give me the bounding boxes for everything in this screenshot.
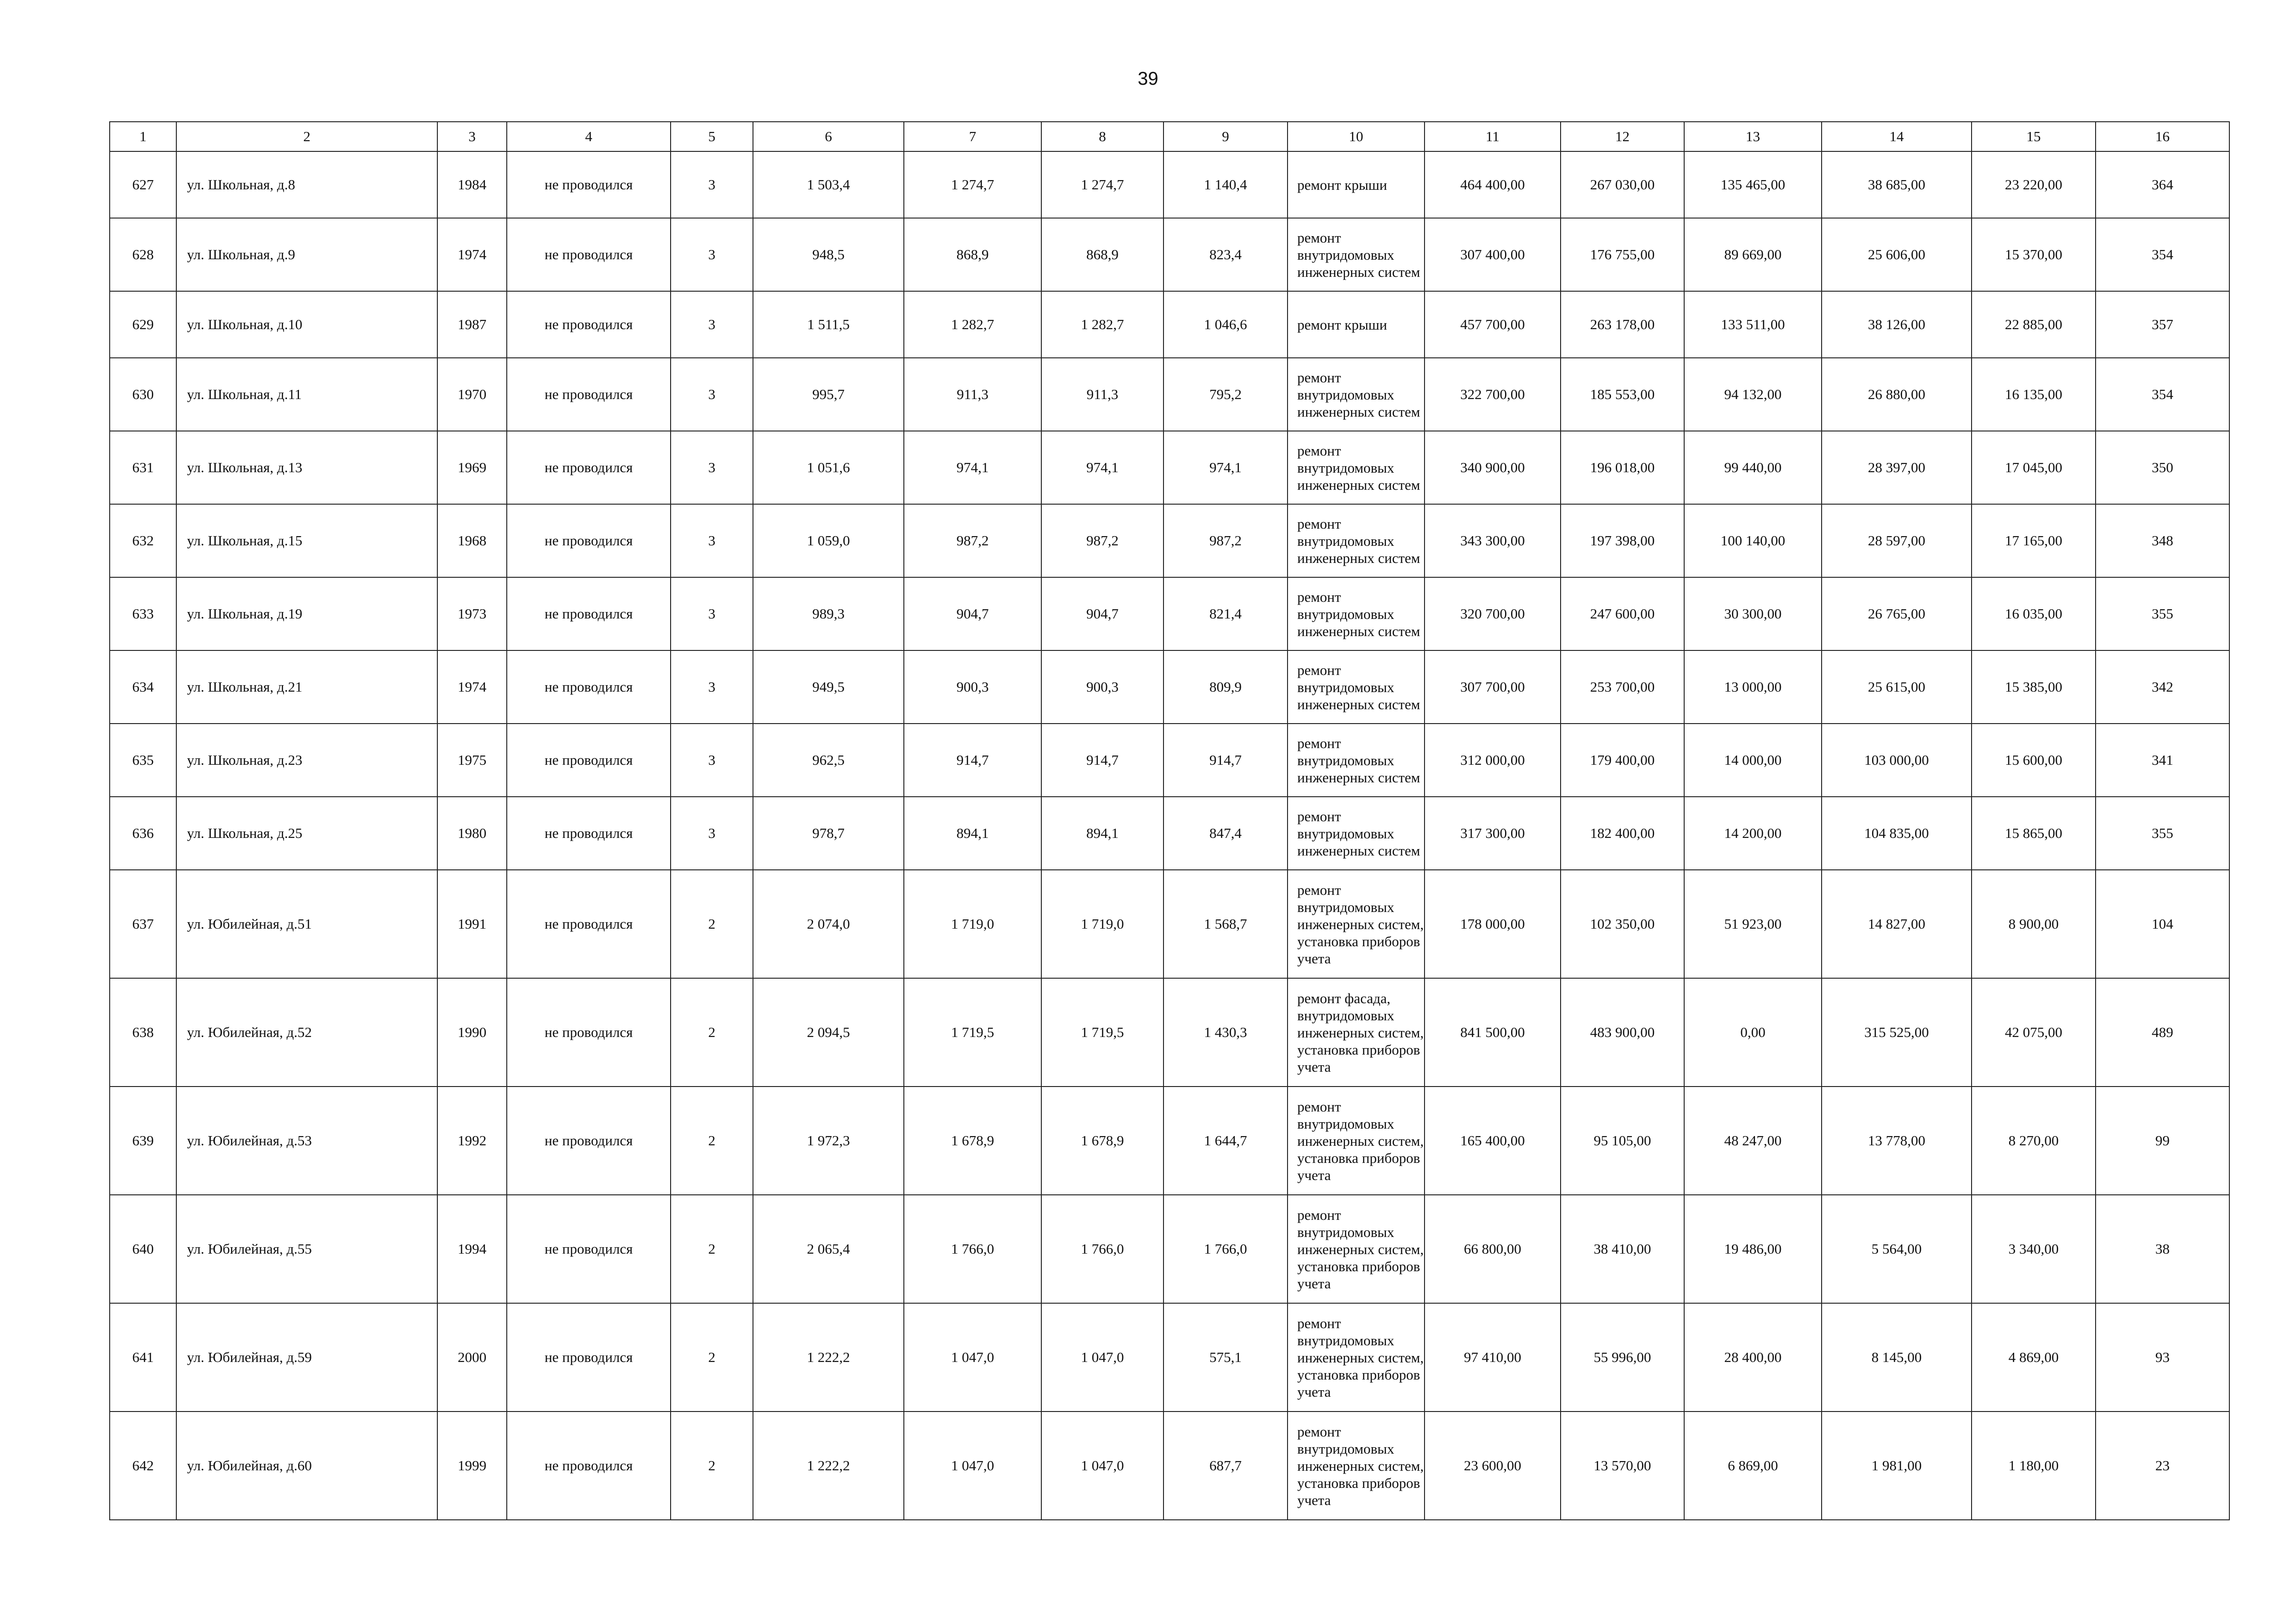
column-header-10: 10 [1288,122,1425,151]
cell-year-built: 1975 [437,724,507,797]
table-row [110,358,2229,431]
table-row [110,1087,2229,1195]
cell-address: ул. Юбилейная, д.55 [176,1195,437,1303]
cell-last-repair: не проводился [507,218,671,291]
cell-year-built: 1968 [437,504,507,577]
cell-total-cost: 307 400,00 [1425,218,1561,291]
cell-floors: 2 [671,870,753,978]
cell-total-cost: 320 700,00 [1425,577,1561,650]
table-row [110,870,2229,978]
cell-living-area-2: 904,7 [1041,577,1164,650]
cell-residents: 357 [2096,291,2229,358]
cell-region-share: 100 140,00 [1684,504,1822,577]
cell-work-type: ремонт внутридомовых инженерных систем, установка приборов учета [1288,870,1425,978]
cell-living-area-1: 868,9 [904,218,1041,291]
cell-total-area: 2 065,4 [753,1195,904,1303]
cell-row-number: 630 [110,358,176,431]
cell-floors: 2 [671,978,753,1087]
cell-living-area-3: 795,2 [1164,358,1288,431]
column-header-9: 9 [1164,122,1288,151]
cell-region-share: 48 247,00 [1684,1087,1822,1195]
cell-last-repair: не проводился [507,1087,671,1195]
cell-living-area-3: 847,4 [1164,797,1288,870]
cell-floors: 3 [671,797,753,870]
cell-work-type: ремонт внутридомовых инженерных систем [1288,577,1425,650]
cell-work-type: ремонт внутридомовых инженерных систем [1288,431,1425,504]
cell-region-share: 135 465,00 [1684,151,1822,218]
cell-region-share: 133 511,00 [1684,291,1822,358]
cell-municipal-share: 25 606,00 [1822,218,1972,291]
cell-total-area: 989,3 [753,577,904,650]
cell-work-type: ремонт внутридомовых инженерных систем [1288,358,1425,431]
cell-year-built: 1987 [437,291,507,358]
cell-address: ул. Юбилейная, д.51 [176,870,437,978]
cell-residents: 23 [2096,1412,2229,1520]
cell-address: ул. Школьная, д.8 [176,151,437,218]
cell-residents: 354 [2096,358,2229,431]
cell-address: ул. Юбилейная, д.59 [176,1303,437,1412]
cell-total-cost: 841 500,00 [1425,978,1561,1087]
cell-residents: 341 [2096,724,2229,797]
column-header-13: 13 [1684,122,1822,151]
cell-total-cost: 322 700,00 [1425,358,1561,431]
cell-municipal-share: 315 525,00 [1822,978,1972,1087]
cell-work-type: ремонт фасада, внутридомовых инженерных систем, установка приборов учета [1288,978,1425,1087]
cell-year-built: 1984 [437,151,507,218]
cell-row-number: 634 [110,650,176,724]
cell-work-type: ремонт внутридомовых инженерных систем, установка приборов учета [1288,1195,1425,1303]
cell-floors: 3 [671,358,753,431]
cell-row-number: 641 [110,1303,176,1412]
cell-municipal-share: 14 827,00 [1822,870,1972,978]
cell-residents: 104 [2096,870,2229,978]
cell-year-built: 1974 [437,218,507,291]
cell-living-area-1: 1 282,7 [904,291,1041,358]
cell-total-cost: 178 000,00 [1425,870,1561,978]
table-row [110,431,2229,504]
cell-living-area-3: 823,4 [1164,218,1288,291]
cell-year-built: 1991 [437,870,507,978]
cell-owners-share: 16 035,00 [1972,577,2096,650]
cell-year-built: 2000 [437,1303,507,1412]
cell-living-area-3: 1 644,7 [1164,1087,1288,1195]
cell-last-repair: не проводился [507,1303,671,1412]
cell-municipal-share: 25 615,00 [1822,650,1972,724]
table-row [110,504,2229,577]
cell-owners-share: 15 370,00 [1972,218,2096,291]
cell-total-cost: 340 900,00 [1425,431,1561,504]
cell-total-cost: 464 400,00 [1425,151,1561,218]
cell-living-area-1: 987,2 [904,504,1041,577]
cell-row-number: 640 [110,1195,176,1303]
cell-last-repair: не проводился [507,978,671,1087]
column-header-8: 8 [1041,122,1164,151]
table-row [110,1412,2229,1520]
cell-region-share: 19 486,00 [1684,1195,1822,1303]
cell-address: ул. Школьная, д.9 [176,218,437,291]
cell-last-repair: не проводился [507,870,671,978]
cell-region-share: 14 000,00 [1684,724,1822,797]
cell-living-area-3: 809,9 [1164,650,1288,724]
table-row [110,724,2229,797]
cell-last-repair: не проводился [507,1412,671,1520]
table-row [110,978,2229,1087]
cell-municipal-share: 26 765,00 [1822,577,1972,650]
cell-living-area-2: 894,1 [1041,797,1164,870]
column-header-14: 14 [1822,122,1972,151]
cell-row-number: 638 [110,978,176,1087]
cell-living-area-2: 914,7 [1041,724,1164,797]
cell-floors: 3 [671,151,753,218]
cell-residents: 350 [2096,431,2229,504]
cell-row-number: 628 [110,218,176,291]
cell-living-area-1: 911,3 [904,358,1041,431]
cell-owners-share: 42 075,00 [1972,978,2096,1087]
cell-residents: 364 [2096,151,2229,218]
cell-living-area-3: 1 046,6 [1164,291,1288,358]
cell-owners-share: 23 220,00 [1972,151,2096,218]
cell-municipal-share: 13 778,00 [1822,1087,1972,1195]
cell-owners-share: 22 885,00 [1972,291,2096,358]
column-header-12: 12 [1561,122,1684,151]
cell-living-area-3: 687,7 [1164,1412,1288,1520]
cell-year-built: 1973 [437,577,507,650]
cell-year-built: 1969 [437,431,507,504]
cell-row-number: 627 [110,151,176,218]
cell-living-area-1: 1 274,7 [904,151,1041,218]
cell-residents: 348 [2096,504,2229,577]
cell-owners-share: 15 600,00 [1972,724,2096,797]
cell-work-type: ремонт внутридомовых инженерных систем [1288,797,1425,870]
cell-work-type: ремонт внутридомовых инженерных систем, установка приборов учета [1288,1412,1425,1520]
cell-living-area-3: 987,2 [1164,504,1288,577]
cell-floors: 2 [671,1412,753,1520]
column-header-3: 3 [437,122,507,151]
cell-residents: 489 [2096,978,2229,1087]
cell-last-repair: не проводился [507,431,671,504]
cell-residents: 99 [2096,1087,2229,1195]
cell-fund-share: 263 178,00 [1561,291,1684,358]
cell-living-area-2: 911,3 [1041,358,1164,431]
cell-last-repair: не проводился [507,797,671,870]
column-header-5: 5 [671,122,753,151]
cell-row-number: 629 [110,291,176,358]
cell-work-type: ремонт внутридомовых инженерных систем, установка приборов учета [1288,1087,1425,1195]
cell-address: ул. Школьная, д.23 [176,724,437,797]
column-header-11: 11 [1425,122,1561,151]
cell-total-cost: 307 700,00 [1425,650,1561,724]
cell-address: ул. Юбилейная, д.52 [176,978,437,1087]
cell-total-cost: 23 600,00 [1425,1412,1561,1520]
cell-total-area: 962,5 [753,724,904,797]
cell-address: ул. Школьная, д.19 [176,577,437,650]
cell-last-repair: не проводился [507,358,671,431]
cell-last-repair: не проводился [507,1195,671,1303]
cell-owners-share: 4 869,00 [1972,1303,2096,1412]
cell-work-type: ремонт крыши [1288,151,1425,218]
cell-fund-share: 267 030,00 [1561,151,1684,218]
cell-living-area-1: 1 047,0 [904,1303,1041,1412]
cell-floors: 3 [671,291,753,358]
cell-residents: 355 [2096,577,2229,650]
cell-address: ул. Школьная, д.11 [176,358,437,431]
cell-owners-share: 17 165,00 [1972,504,2096,577]
cell-fund-share: 185 553,00 [1561,358,1684,431]
table-row [110,797,2229,870]
cell-total-area: 995,7 [753,358,904,431]
cell-address: ул. Школьная, д.25 [176,797,437,870]
cell-region-share: 99 440,00 [1684,431,1822,504]
cell-total-cost: 66 800,00 [1425,1195,1561,1303]
cell-living-area-1: 1 678,9 [904,1087,1041,1195]
cell-address: ул. Школьная, д.13 [176,431,437,504]
cell-total-area: 1 972,3 [753,1087,904,1195]
cell-living-area-2: 900,3 [1041,650,1164,724]
cell-residents: 342 [2096,650,2229,724]
cell-row-number: 632 [110,504,176,577]
cell-total-area: 1 511,5 [753,291,904,358]
cell-work-type: ремонт внутридомовых инженерных систем [1288,218,1425,291]
cell-total-area: 948,5 [753,218,904,291]
cell-year-built: 1994 [437,1195,507,1303]
cell-address: ул. Школьная, д.15 [176,504,437,577]
cell-last-repair: не проводился [507,724,671,797]
cell-floors: 2 [671,1303,753,1412]
cell-municipal-share: 103 000,00 [1822,724,1972,797]
cell-floors: 3 [671,724,753,797]
cell-living-area-1: 894,1 [904,797,1041,870]
cell-year-built: 1990 [437,978,507,1087]
page-number: 39 [1138,69,1158,89]
cell-fund-share: 13 570,00 [1561,1412,1684,1520]
column-number-header-row [110,122,2229,151]
cell-total-area: 1 059,0 [753,504,904,577]
cell-floors: 3 [671,218,753,291]
cell-region-share: 28 400,00 [1684,1303,1822,1412]
cell-living-area-2: 1 282,7 [1041,291,1164,358]
cell-floors: 3 [671,504,753,577]
cell-fund-share: 179 400,00 [1561,724,1684,797]
cell-total-cost: 165 400,00 [1425,1087,1561,1195]
cell-row-number: 637 [110,870,176,978]
cell-fund-share: 95 105,00 [1561,1087,1684,1195]
cell-work-type: ремонт внутридомовых инженерных систем, установка приборов учета [1288,1303,1425,1412]
cell-year-built: 1999 [437,1412,507,1520]
cell-total-area: 949,5 [753,650,904,724]
cell-total-cost: 343 300,00 [1425,504,1561,577]
cell-owners-share: 3 340,00 [1972,1195,2096,1303]
cell-last-repair: не проводился [507,151,671,218]
cell-living-area-1: 1 719,5 [904,978,1041,1087]
cell-total-area: 1 222,2 [753,1412,904,1520]
cell-municipal-share: 5 564,00 [1822,1195,1972,1303]
cell-residents: 38 [2096,1195,2229,1303]
cell-owners-share: 17 045,00 [1972,431,2096,504]
cell-region-share: 51 923,00 [1684,870,1822,978]
table-row [110,1303,2229,1412]
cell-fund-share: 102 350,00 [1561,870,1684,978]
cell-total-area: 2 094,5 [753,978,904,1087]
cell-living-area-3: 1 430,3 [1164,978,1288,1087]
cell-row-number: 639 [110,1087,176,1195]
cell-municipal-share: 38 126,00 [1822,291,1972,358]
cell-year-built: 1992 [437,1087,507,1195]
column-header-16: 16 [2096,122,2229,151]
cell-region-share: 13 000,00 [1684,650,1822,724]
cell-work-type: ремонт крыши [1288,291,1425,358]
cell-work-type: ремонт внутридомовых инженерных систем [1288,724,1425,797]
cell-living-area-2: 1 678,9 [1041,1087,1164,1195]
cell-year-built: 1980 [437,797,507,870]
table-row [110,218,2229,291]
cell-living-area-2: 1 047,0 [1041,1303,1164,1412]
cell-address: ул. Юбилейная, д.60 [176,1412,437,1520]
cell-residents: 354 [2096,218,2229,291]
cell-living-area-3: 1 568,7 [1164,870,1288,978]
cell-total-area: 978,7 [753,797,904,870]
cell-year-built: 1970 [437,358,507,431]
cell-row-number: 631 [110,431,176,504]
cell-living-area-1: 914,7 [904,724,1041,797]
cell-fund-share: 483 900,00 [1561,978,1684,1087]
cell-residents: 93 [2096,1303,2229,1412]
column-header-6: 6 [753,122,904,151]
cell-owners-share: 1 180,00 [1972,1412,2096,1520]
cell-living-area-2: 868,9 [1041,218,1164,291]
cell-living-area-1: 904,7 [904,577,1041,650]
cell-total-area: 1 222,2 [753,1303,904,1412]
cell-last-repair: не проводился [507,577,671,650]
cell-address: ул. Школьная, д.10 [176,291,437,358]
cell-floors: 2 [671,1087,753,1195]
cell-living-area-1: 974,1 [904,431,1041,504]
cell-living-area-3: 575,1 [1164,1303,1288,1412]
cell-municipal-share: 28 597,00 [1822,504,1972,577]
cell-fund-share: 247 600,00 [1561,577,1684,650]
cell-region-share: 30 300,00 [1684,577,1822,650]
cell-living-area-3: 974,1 [1164,431,1288,504]
cell-living-area-3: 914,7 [1164,724,1288,797]
cell-living-area-2: 987,2 [1041,504,1164,577]
cell-owners-share: 8 270,00 [1972,1087,2096,1195]
cell-floors: 3 [671,431,753,504]
column-header-7: 7 [904,122,1041,151]
table-row [110,291,2229,358]
cell-living-area-3: 1 766,0 [1164,1195,1288,1303]
cell-living-area-2: 1 274,7 [1041,151,1164,218]
cell-municipal-share: 28 397,00 [1822,431,1972,504]
cell-total-area: 1 503,4 [753,151,904,218]
column-header-1: 1 [110,122,176,151]
column-header-2: 2 [176,122,437,151]
cell-total-area: 2 074,0 [753,870,904,978]
cell-row-number: 633 [110,577,176,650]
cell-total-cost: 317 300,00 [1425,797,1561,870]
cell-fund-share: 253 700,00 [1561,650,1684,724]
cell-owners-share: 15 865,00 [1972,797,2096,870]
cell-fund-share: 182 400,00 [1561,797,1684,870]
cell-region-share: 14 200,00 [1684,797,1822,870]
cell-address: ул. Юбилейная, д.53 [176,1087,437,1195]
cell-region-share: 89 669,00 [1684,218,1822,291]
table-row [110,577,2229,650]
column-header-4: 4 [507,122,671,151]
cell-living-area-1: 1 719,0 [904,870,1041,978]
cell-total-cost: 97 410,00 [1425,1303,1561,1412]
cell-living-area-2: 974,1 [1041,431,1164,504]
cell-row-number: 636 [110,797,176,870]
table-row [110,650,2229,724]
cell-last-repair: не проводился [507,291,671,358]
cell-municipal-share: 104 835,00 [1822,797,1972,870]
cell-fund-share: 38 410,00 [1561,1195,1684,1303]
cell-region-share: 94 132,00 [1684,358,1822,431]
cell-living-area-1: 900,3 [904,650,1041,724]
cell-last-repair: не проводился [507,504,671,577]
column-header-15: 15 [1972,122,2096,151]
cell-owners-share: 16 135,00 [1972,358,2096,431]
cell-living-area-1: 1 047,0 [904,1412,1041,1520]
cell-living-area-3: 821,4 [1164,577,1288,650]
cell-living-area-1: 1 766,0 [904,1195,1041,1303]
cell-fund-share: 197 398,00 [1561,504,1684,577]
cell-living-area-3: 1 140,4 [1164,151,1288,218]
cell-municipal-share: 8 145,00 [1822,1303,1972,1412]
cell-fund-share: 176 755,00 [1561,218,1684,291]
cell-floors: 3 [671,577,753,650]
cell-owners-share: 8 900,00 [1972,870,2096,978]
cell-row-number: 635 [110,724,176,797]
cell-floors: 3 [671,650,753,724]
cell-year-built: 1974 [437,650,507,724]
cell-owners-share: 15 385,00 [1972,650,2096,724]
cell-residents: 355 [2096,797,2229,870]
cell-row-number: 642 [110,1412,176,1520]
cell-region-share: 0,00 [1684,978,1822,1087]
cell-fund-share: 196 018,00 [1561,431,1684,504]
cell-last-repair: не проводился [507,650,671,724]
cell-municipal-share: 38 685,00 [1822,151,1972,218]
cell-work-type: ремонт внутридомовых инженерных систем [1288,504,1425,577]
cell-municipal-share: 1 981,00 [1822,1412,1972,1520]
table-row [110,151,2229,218]
cell-municipal-share: 26 880,00 [1822,358,1972,431]
cell-address: ул. Школьная, д.21 [176,650,437,724]
cell-living-area-2: 1 766,0 [1041,1195,1164,1303]
cell-living-area-2: 1 047,0 [1041,1412,1164,1520]
cell-floors: 2 [671,1195,753,1303]
housing-repair-table [109,121,2230,1520]
table-row [110,1195,2229,1303]
cell-fund-share: 55 996,00 [1561,1303,1684,1412]
cell-work-type: ремонт внутридомовых инженерных систем [1288,650,1425,724]
cell-total-area: 1 051,6 [753,431,904,504]
cell-total-cost: 312 000,00 [1425,724,1561,797]
cell-living-area-2: 1 719,0 [1041,870,1164,978]
cell-living-area-2: 1 719,5 [1041,978,1164,1087]
cell-region-share: 6 869,00 [1684,1412,1822,1520]
cell-total-cost: 457 700,00 [1425,291,1561,358]
